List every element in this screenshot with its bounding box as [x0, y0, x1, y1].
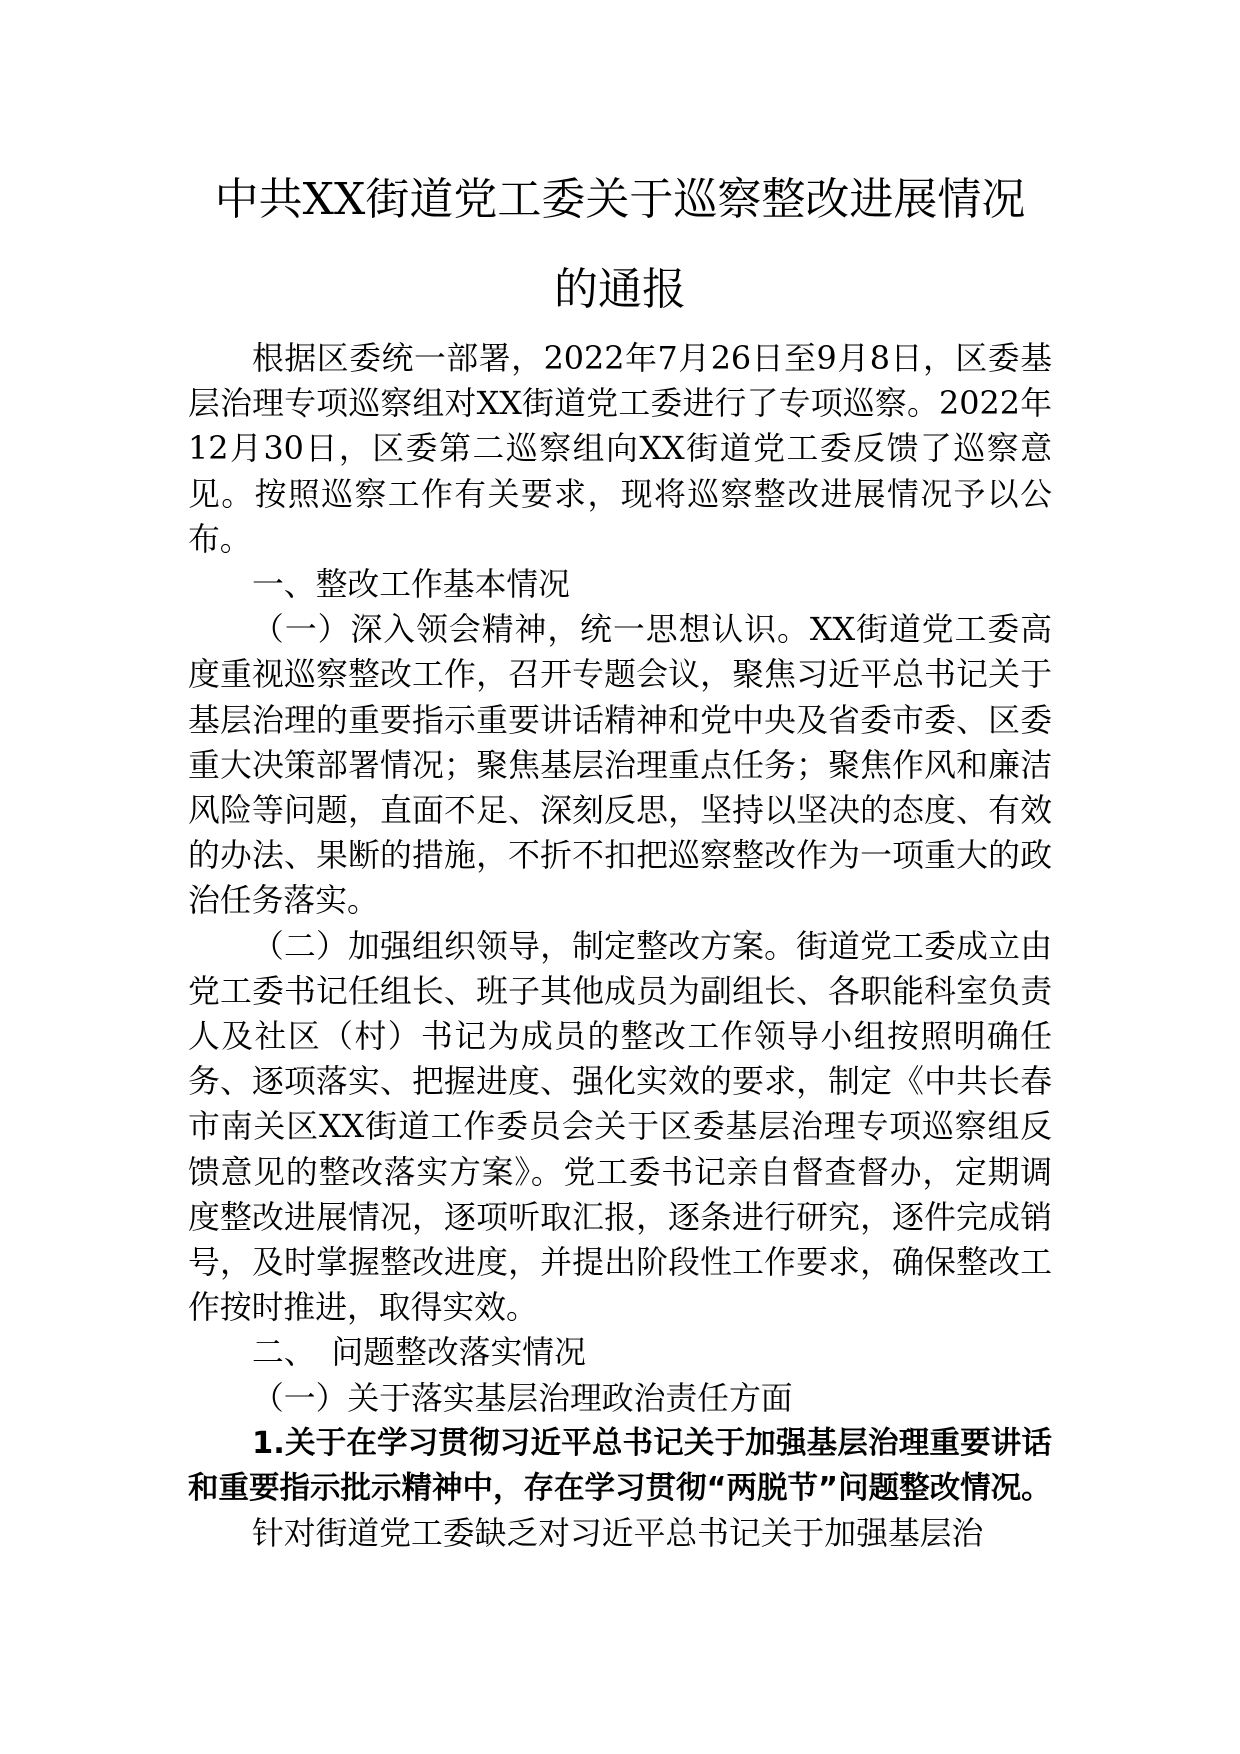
- section-heading-1: 一、整改工作基本情况: [252, 566, 570, 604]
- subsection-paragraph-2: （二）加强组织领导，制定整改方案。街道党工委成立由党工委书记任组长、班子其他成员为副组长、各职能科室负责人及社区（村）书记为成员的整改工作领导小组按照明确任务、逐项落实、把握进度、强化实效的要求，制定《中共长春市南关区XX街道工作委员会关于区委基层治理专项巡察组反馈意见的整改落实方案》。党工委书记亲自督查督办，定期调度整改进展情况，逐项听取汇报，逐条进行研究，逐件完成销号，及时掌握整改进度，并提出阶段性工作要求，确保整改工作按时推进，取得实效。: [188, 927, 1052, 1327]
- section-heading-2: 二、 问题整改落实情况: [252, 1334, 586, 1372]
- document-title-line-1: 中共XX街道党工委关于巡察整改进展情况: [214, 174, 1026, 225]
- subsection-heading: （一）关于落实基层治理政治责任方面: [252, 1379, 793, 1417]
- issue-heading-bold: 1.关于在学习贯彻习近平总书记关于加强基层治理重要讲话和重要指示批示精神中，存在学习贯彻“两脱节”问题整改情况。: [188, 1425, 1052, 1507]
- document-body: [188, 336, 1052, 1556]
- document-title-line-2: 的通报: [554, 264, 686, 315]
- issue-paragraph: 针对街道党工委缺乏对习近平总书记关于加强基层治: [252, 1515, 984, 1553]
- subsection-paragraph-1: （一）深入领会精神，统一思想认识。XX街道党工委高度重视巡察整改工作，召开专题会议，聚焦习近平总书记关于基层治理的重要指示重要讲话精神和党中央及省委市委、区委重大决策部署情况；聚焦基层治理重点任务；聚焦作风和廉洁风险等问题，直面不足、深刻反思，坚持以坚决的态度、有效的办法、果断的措施，不折不扣把巡察整改作为一项重大的政治任务落实。: [188, 611, 1052, 920]
- intro-paragraph: 根据区委统一部署，2022年7月26日至9月8日，区委基层治理专项巡察组对XX街道党工委进行了专项巡察。2022年12月30日，区委第二巡察组向XX街道党工委反馈了巡察意见。按照巡察工作有关要求，现将巡察整改进展情况予以公布。: [188, 340, 1052, 558]
